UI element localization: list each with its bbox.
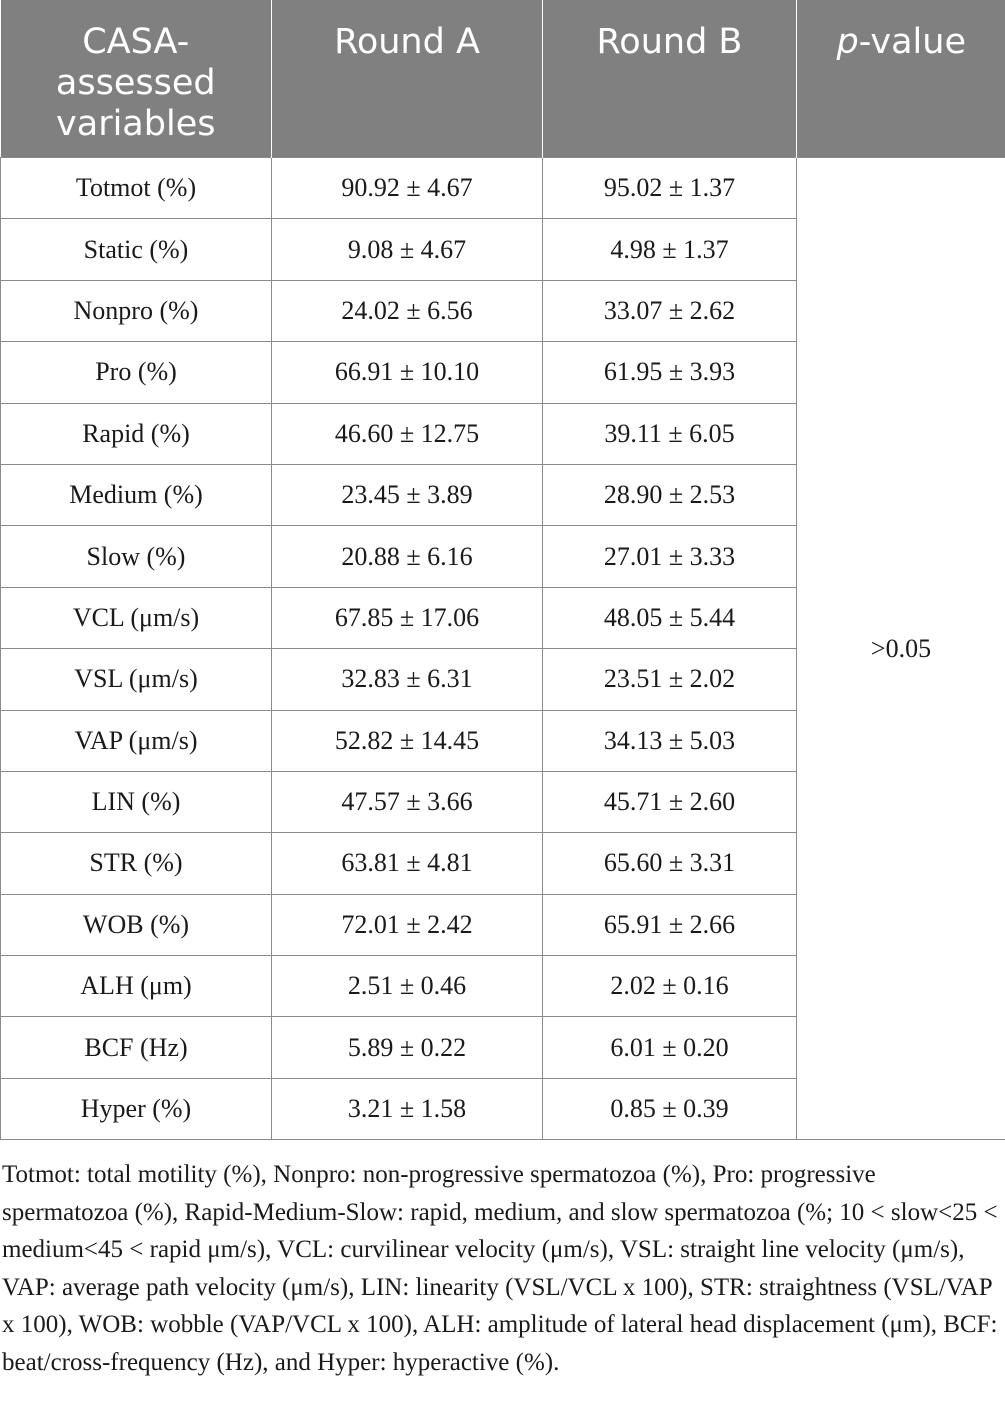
cell-variable: VSL (μm/s) [1,649,272,710]
cell-variable: WOB (%) [1,894,272,955]
cell-round-a: 20.88 ± 6.16 [272,526,543,587]
header-round-a: Round A [272,0,543,158]
cell-variable: BCF (Hz) [1,1017,272,1078]
cell-round-b: 23.51 ± 2.02 [543,649,797,710]
cell-round-b: 39.11 ± 6.05 [543,403,797,464]
header-round-b: Round B [543,0,797,158]
cell-variable: LIN (%) [1,771,272,832]
cell-round-b: 65.60 ± 3.31 [543,833,797,894]
header-row [1,0,1005,158]
cell-variable: STR (%) [1,833,272,894]
cell-round-a: 24.02 ± 6.56 [272,280,543,341]
table-footnote: Totmot: total motility (%), Nonpro: non-progressive spermatozoa (%), Pro: progressive spermatozoa (%), Rapid-Medium-Slow: rapid, medium, and slow spermatozoa (%; 10 < slow<25 < medium<45 < rapid μm/s), VCL: curvilinear velocity (μm/s), VSL: straight line velocity (μm/s), VAP: average path velocity (μm/s), LIN: linearity (VSL/VCL x 100), STR: straightness (VSL/VAP x 100), WOB: wobble (VAP/VCL x 100), ALH: amplitude of lateral head displacement (μm), BCF: beat/cross-frequency (Hz), and Hyper: hyperactive (%). [2,1161,998,1376]
cell-round-a: 23.45 ± 3.89 [272,464,543,525]
cell-round-a: 67.85 ± 17.06 [272,587,543,648]
cell-round-a: 5.89 ± 0.22 [272,1017,543,1078]
cell-round-a: 32.83 ± 6.31 [272,649,543,710]
table-row [1,158,1005,219]
cell-variable: VAP (μm/s) [1,710,272,771]
cell-round-b: 2.02 ± 0.16 [543,956,797,1017]
header-p-value-prefix: p [836,22,859,62]
cell-variable: Medium (%) [1,464,272,525]
cell-round-b: 45.71 ± 2.60 [543,771,797,832]
cell-round-a: 2.51 ± 0.46 [272,956,543,1017]
cell-round-b: 65.91 ± 2.66 [543,894,797,955]
cell-variable: ALH (μm) [1,956,272,1017]
header-p-value-suffix: -value [858,22,966,62]
header-p-value [797,0,1005,158]
cell-round-a: 46.60 ± 12.75 [272,403,543,464]
table-body [1,158,1005,1140]
table-header [1,0,1005,158]
header-variables: CASA-assessed variables [1,0,272,158]
cell-round-a: 52.82 ± 14.45 [272,710,543,771]
cell-variable: Pro (%) [1,342,272,403]
cell-round-a: 47.57 ± 3.66 [272,771,543,832]
cell-round-b: 33.07 ± 2.62 [543,280,797,341]
cell-round-a: 72.01 ± 2.42 [272,894,543,955]
cell-round-a: 63.81 ± 4.81 [272,833,543,894]
cell-round-b: 4.98 ± 1.37 [543,219,797,280]
cell-round-a: 3.21 ± 1.58 [272,1078,543,1139]
cell-round-b: 95.02 ± 1.37 [543,158,797,219]
cell-round-b: 28.90 ± 2.53 [543,464,797,525]
cell-variable: Slow (%) [1,526,272,587]
cell-variable: Rapid (%) [1,403,272,464]
cell-round-a: 66.91 ± 10.10 [272,342,543,403]
cell-round-b: 34.13 ± 5.03 [543,710,797,771]
cell-variable: Hyper (%) [1,1078,272,1139]
cell-round-b: 61.95 ± 3.93 [543,342,797,403]
cell-variable: VCL (μm/s) [1,587,272,648]
cell-round-b: 48.05 ± 5.44 [543,587,797,648]
cell-round-a: 9.08 ± 4.67 [272,219,543,280]
cell-round-b: 6.01 ± 0.20 [543,1017,797,1078]
cell-variable: Static (%) [1,219,272,280]
cell-p-value: >0.05 [797,158,1005,1140]
cell-variable: Nonpro (%) [1,280,272,341]
cell-round-b: 0.85 ± 0.39 [543,1078,797,1139]
cell-variable: Totmot (%) [1,158,272,219]
cell-round-b: 27.01 ± 3.33 [543,526,797,587]
cell-round-a: 90.92 ± 4.67 [272,158,543,219]
